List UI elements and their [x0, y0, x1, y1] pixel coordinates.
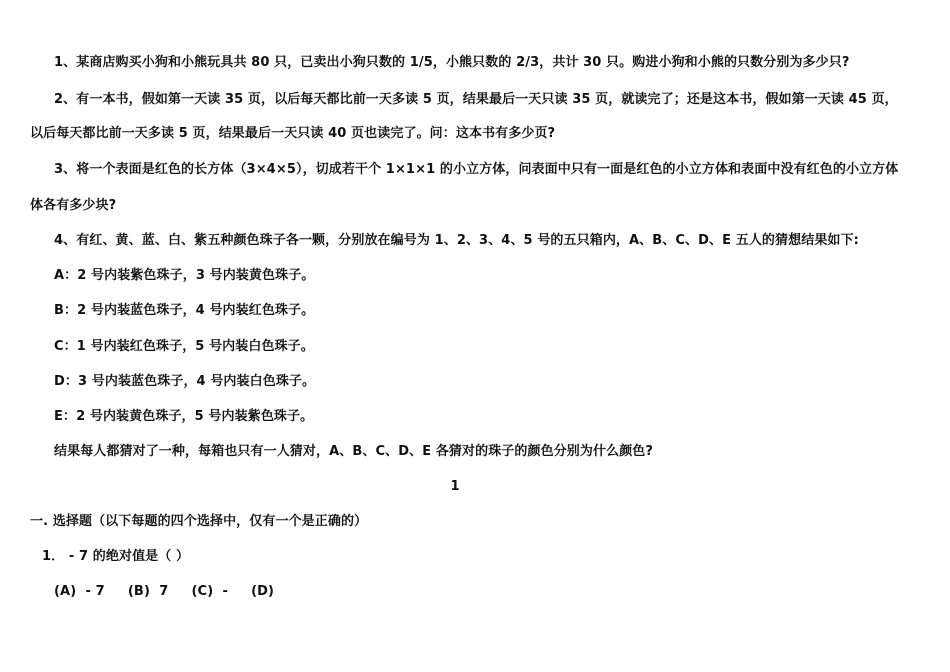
page-number: 1 [450, 479, 460, 494]
problem-2-line-2: 以后每天都比前一天多读 5 页，结果最后一天只读 40 页也读完了。问：这本书有多少页? [30, 126, 556, 141]
problem-1: 1、某商店购买小狗和小熊玩具共 80 只，已卖出小狗只数的 1/5，小熊只数的 2/3，共计 30 只。购进小狗和小熊的只数分别为多少只? [54, 55, 850, 70]
problem-4-question: 结果每人都猜对了一种，每箱也只有一人猜对，A、B、C、D、E 各猜对的珠子的颜色分别为什么颜色? [54, 444, 654, 459]
problem-2-line-1: 2、有一本书，假如第一天读 35 页，以后每天都比前一天多读 5 页，结果最后一天只读 35 页，就读完了；还是这本书，假如第一天读 45 页， [54, 92, 898, 107]
question-1-options: (A) - 7 (B) 7 (C) - (D) [54, 584, 275, 599]
guess-d: D：3 号内装蓝色珠子，4 号内装白色珠子。 [54, 374, 316, 389]
guess-a: A：2 号内装紫色珠子，3 号内装黄色珠子。 [54, 268, 315, 283]
guess-e: E：2 号内装黄色珠子，5 号内装紫色珠子。 [54, 409, 314, 424]
problem-4-intro: 4、有红、黄、蓝、白、紫五种颜色珠子各一颗，分别放在编号为 1、2、3、4、5 号的五只箱内，A、B、C、D、E 五人的猜想结果如下: [54, 233, 859, 248]
problem-3-line-2: 体各有多少块? [30, 198, 117, 213]
guess-c: C：1 号内装红色珠子，5 号内装白色珠子。 [54, 339, 314, 354]
question-1: 1． - 7 的绝对值是（ ） [42, 549, 190, 564]
section-heading: 一. 选择题（以下每题的四个选择中，仅有一个是正确的） [30, 514, 368, 529]
guess-b: B：2 号内装蓝色珠子，4 号内装红色珠子。 [54, 303, 315, 318]
problem-3-line-1: 3、将一个表面是红色的长方体（3×4×5），切成若干个 1×1×1 的小立方体，问表面中只有一面是红色的小立方体和表面中没有红色的小立方体 [54, 162, 899, 177]
